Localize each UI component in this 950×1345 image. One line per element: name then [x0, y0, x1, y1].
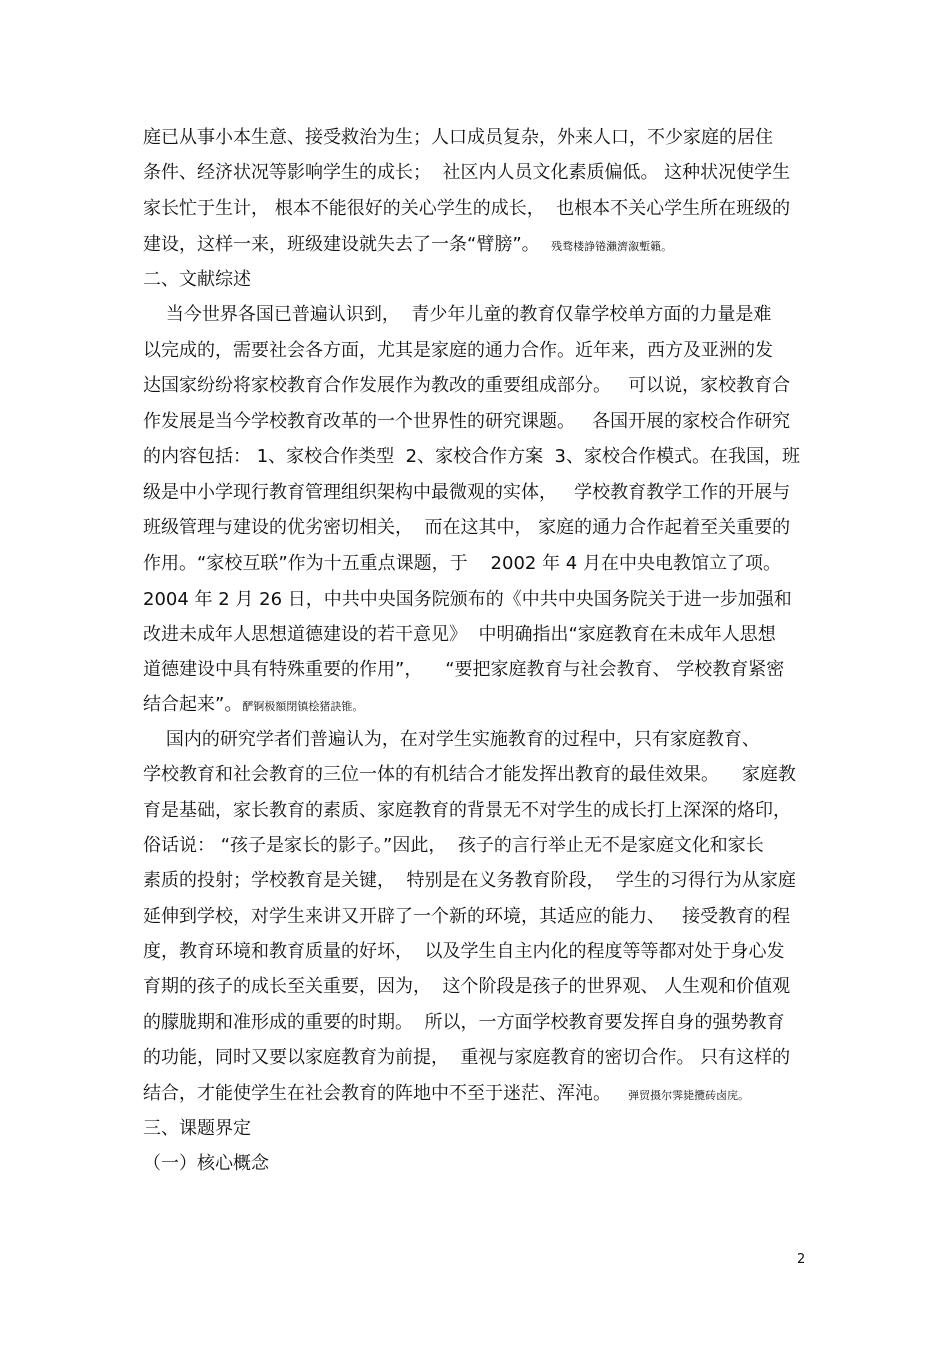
text-line: [143, 126, 773, 150]
line-text: 庭已从事小本生意、接受救治为生；人口成员复杂，外来人口，不少家庭的居住: [143, 127, 773, 148]
text-line: [143, 516, 790, 540]
text-line: [143, 197, 790, 221]
inline-note: 弹贸摄尔霁毙攬砖卤庑。: [628, 1089, 750, 1102]
text-line: [143, 623, 776, 647]
line-text: 达国家纷纷将家校教育合作发展作为教改的重要组成部分。 可以说，家校教育合: [143, 375, 791, 396]
inline-note: 酽锕极額閉镇桧猪訣锥。: [242, 700, 364, 713]
text-line: [143, 481, 790, 505]
text-line: [143, 1152, 269, 1176]
line-text: 的朦胧期和准形成的重要的时期。 所以，一方面学校教育要发挥自身的强势教育: [143, 1012, 785, 1033]
text-line: [143, 303, 771, 327]
text-line: [143, 869, 796, 893]
line-text: 条件、经济状况等影响学生的成长； 社区内人员文化素质偏低。 这种状况使学生: [143, 162, 791, 183]
line-text: 结合起来”。: [143, 694, 243, 715]
line-text: 三、课题界定: [143, 1118, 251, 1139]
line-text: 当今世界各国已普遍认识到， 青少年儿童的教育仅靠学校单方面的力量是难: [143, 304, 772, 325]
text-line: [143, 233, 672, 259]
text-line: [143, 552, 781, 576]
inline-note: 残骛楼諍锩瀨濟溆塹籟。: [551, 240, 673, 253]
line-text: 素质的投射；学校教育是关键， 特别是在义务教育阶段， 学生的习得行为从家庭: [143, 870, 796, 891]
text-line: [143, 1046, 790, 1070]
text-line: [143, 410, 790, 434]
line-text: （一）核心概念: [143, 1153, 269, 1174]
line-text: 2004 年 2 月 26 日，中共中央国务院颁布的《中共中央国务院关于进一步加强和: [143, 589, 792, 610]
text-line: [143, 658, 784, 682]
text-line: [143, 1011, 784, 1035]
text-line: [143, 1082, 749, 1108]
text-line: [143, 268, 251, 292]
line-text: 俗话说： “孩子是家长的影子。”因此， 孩子的言行举止无不是家庭文化和家长: [143, 835, 764, 856]
page-number: 2: [797, 1252, 806, 1267]
text-line: [143, 374, 790, 398]
line-text: 级是中小学现行教育管理组织架构中最微观的实体， 学校教育教学工作的开展与: [143, 482, 791, 503]
line-text: 作用。“家校互联”作为十五重点课题，于 2002 年 4 月在中央电教馆立了项。: [143, 553, 781, 574]
line-text: 的功能，同时又要以家庭教育为前提， 重视与家庭教育的密切合作。 只有这样的: [143, 1047, 791, 1068]
text-line: [143, 799, 791, 823]
line-text: 班级管理与建设的优劣密切相关， 而在这其中， 家庭的通力合作起着至关重要的: [143, 517, 791, 538]
text-line: [143, 905, 790, 929]
line-text: 结合，才能使学生在社会教育的阵地中不至于迷茫、浑沌。: [143, 1083, 629, 1104]
text-line: [143, 588, 792, 612]
text-line: [143, 445, 800, 469]
text-line: [143, 975, 790, 999]
line-text: 育是基础，家长教育的素质、家庭教育的背景无不对学生的成长打上深深的烙印，: [143, 800, 791, 821]
text-line: [143, 763, 796, 787]
line-text: 国内的研究学者们普遍认为，在对学生实施教育的过程中，只有家庭教育、: [143, 729, 760, 750]
text-line: [143, 728, 760, 752]
text-line: [143, 693, 363, 719]
text-line: [143, 1117, 251, 1141]
text-line: [143, 834, 764, 858]
line-text: 学校教育和社会教育的三位一体的有机结合才能发挥出教育的最佳效果。 家庭教: [143, 764, 796, 785]
line-text: 作发展是当今学校教育改革的一个世界性的研究课题。 各国开展的家校合作研究: [143, 411, 791, 432]
line-text: 以完成的，需要社会各方面，尤其是家庭的通力合作。近年来，西方及亚洲的发: [143, 340, 773, 361]
line-text: 家长忙于生计， 根本不能很好的关心学生的成长， 也根本不关心学生所在班级的: [143, 198, 791, 219]
line-text: 的内容包括： 1、家校合作类型 2、家校合作方案 3、家校合作模式。在我国，班: [143, 446, 800, 467]
line-text: 度，教育环境和教育质量的好坏， 以及学生自主内化的程度等等都对处于身心发: [143, 941, 785, 962]
line-text: 育期的孩子的成长至关重要，因为， 这个阶段是孩子的世界观、 人生观和价值观: [143, 976, 791, 997]
line-text: 改进未成年人思想道德建设的若干意见》 中明确指出“家庭教育在未成年人思想: [143, 624, 776, 645]
text-line: [143, 940, 784, 964]
line-text: 二、文献综述: [143, 269, 251, 290]
line-text: 道德建设中具有特殊重要的作用”， “要把家庭教育与社会教育、 学校教育紧密: [143, 659, 785, 680]
line-text: 延伸到学校，对学生来讲又开辟了一个新的环境，其适应的能力、 接受教育的程: [143, 906, 791, 927]
text-line: [143, 161, 790, 185]
line-text: 建设，这样一来，班级建设就失去了一条“臂膀”。: [143, 234, 552, 255]
text-line: [143, 339, 773, 363]
